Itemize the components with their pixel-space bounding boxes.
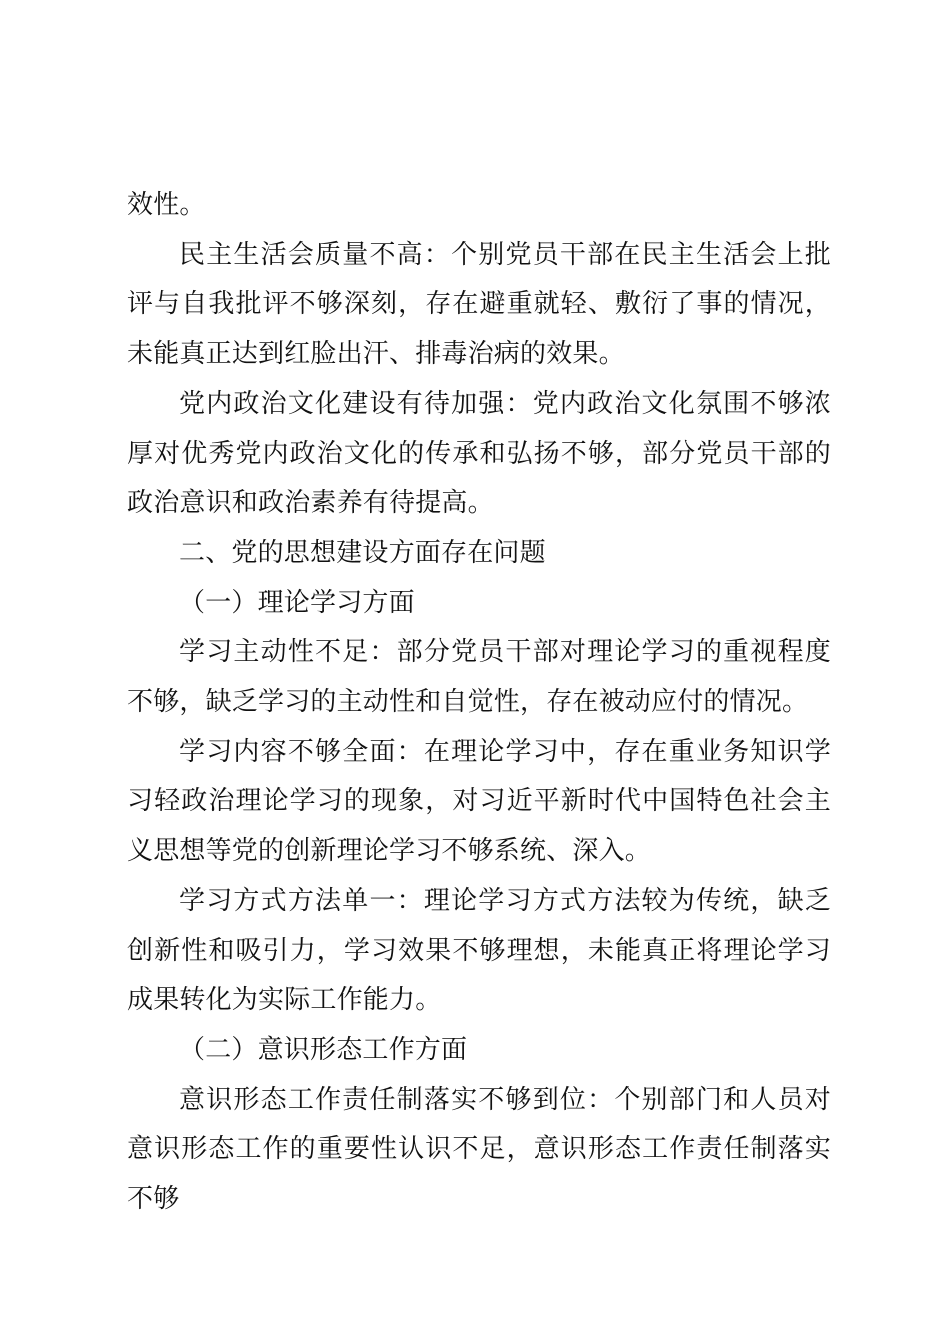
section-heading-ideological-building: 二、党的思想建设方面存在问题 bbox=[179, 537, 546, 568]
paragraph-democratic-life-meeting: 民主生活会质量不高：个别党员干部在民主生活会上批评与自我批评不够深刻，存在避重就轻、敷衍了事的情况，未能真正达到红脸出汗、排毒治病的效果。 bbox=[127, 239, 831, 370]
paragraph-study-content: 学习内容不够全面：在理论学习中，存在重业务知识学习轻政治理论学习的现象，对习近平新时代中国特色社会主义思想等党的创新理论学习不够系统、深入。 bbox=[127, 736, 831, 867]
paragraph-continuation: 效性。 bbox=[127, 190, 206, 220]
paragraph-study-initiative: 学习主动性不足：部分党员干部对理论学习的重视程度不够，缺乏学习的主动性和自觉性，存在被动应付的情况。 bbox=[127, 637, 831, 718]
document-body bbox=[127, 181, 831, 1225]
subsection-heading-ideology-work: （二）意识形态工作方面 bbox=[179, 1034, 468, 1065]
paragraph-political-culture: 党内政治文化建设有待加强：党内政治文化氛围不够浓厚对优秀党内政治文化的传承和弘扬不够，部分党员干部的政治意识和政治素养有待提高。 bbox=[127, 388, 831, 519]
paragraph-ideology-responsibility: 意识形态工作责任制落实不够到位：个别部门和人员对意识形态工作的重要性认识不足，意识形态工作责任制落实不够 bbox=[127, 1084, 831, 1215]
paragraph-study-methods: 学习方式方法单一：理论学习方式方法较为传统，缺乏创新性和吸引力，学习效果不够理想，未能真正将理论学习成果转化为实际工作能力。 bbox=[127, 885, 831, 1016]
subsection-heading-theory-study: （一）理论学习方面 bbox=[179, 587, 415, 618]
